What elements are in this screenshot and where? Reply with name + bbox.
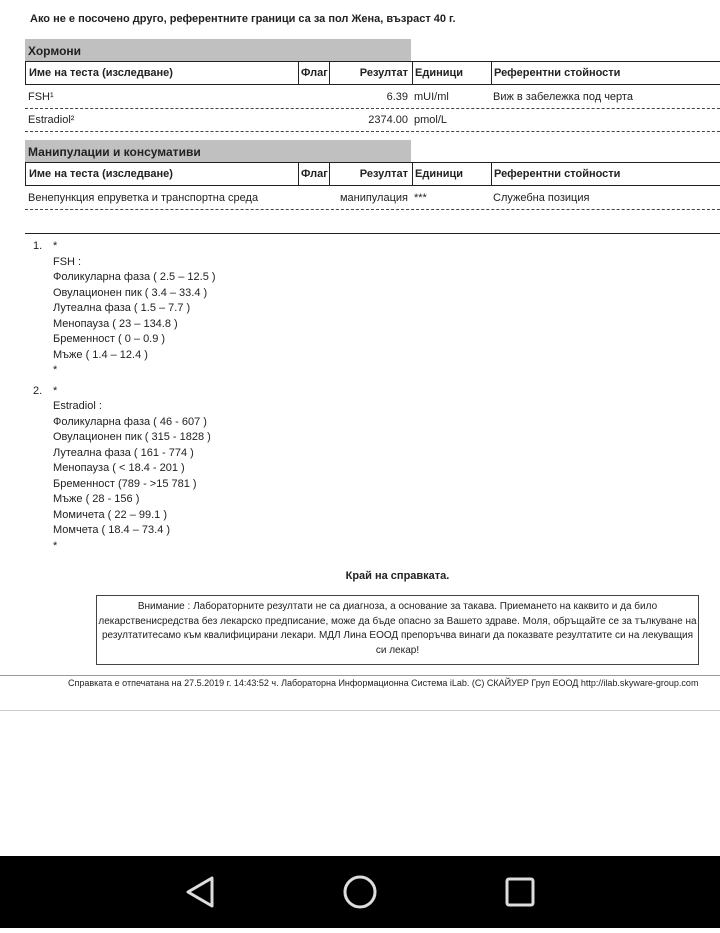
column-header-ref: Референтни стойности (494, 67, 621, 79)
cell-units: *** (414, 192, 427, 204)
end-of-report: Край на справката. (345, 570, 450, 582)
divider (0, 710, 720, 711)
android-nav-bar (0, 856, 720, 928)
footnote-line: Мъже ( 28 - 156 ) (53, 493, 140, 505)
cell-result: 2374.00 (368, 114, 408, 126)
column-header-flag: Флаг (301, 67, 328, 79)
footnote-line: Момчета ( 18.4 – 73.4 ) (53, 524, 171, 536)
cell-name: Венепункция епруветка и транспортна среда (28, 192, 259, 204)
footnote-line: Мъже ( 1.4 – 12.4 ) (53, 348, 148, 361)
divider (0, 675, 720, 676)
footnote-line: Лутеална фаза ( 161 - 774 ) (53, 446, 194, 459)
table-row (25, 109, 720, 132)
column-header-ref: Референтни стойности (494, 168, 621, 180)
cell-ref: Виж в забележка под черта (493, 91, 633, 103)
footnote-number: 2. (33, 384, 43, 397)
footnote-line: Фоликуларна фаза ( 46 - 607 ) (53, 415, 207, 428)
footnote-line: * (53, 364, 58, 376)
footnote-line: Бременност ( 0 – 0.9 ) (53, 333, 166, 345)
column-header-result: Резултат (359, 168, 408, 180)
footnote-line: * (53, 384, 58, 397)
table-row (25, 86, 720, 109)
intro-text: Ако не е посочено друго, референтните граници са за пол Жена, възраст 40 г. (30, 13, 456, 25)
section-title: Хормони (25, 39, 411, 61)
footnote-line: Момичета ( 22 – 99.1 ) (53, 508, 167, 521)
footnote-line: Овулационен пик ( 3.4 – 33.4 ) (53, 286, 208, 299)
table-header (25, 162, 720, 186)
footnote-line: FSH : (53, 255, 82, 268)
cell-units: mUI/ml (414, 91, 449, 103)
divider (25, 233, 720, 234)
column-header-result: Резултат (359, 67, 408, 79)
table-header (25, 61, 720, 85)
footnote (33, 239, 216, 379)
column-header-name: Име на теста (изследване) (29, 67, 173, 79)
home-icon[interactable] (345, 877, 375, 907)
footnote-number: 1. (33, 240, 43, 252)
cell-result: манипулация (339, 192, 408, 204)
recents-icon[interactable] (507, 879, 533, 905)
back-icon[interactable] (188, 878, 212, 906)
footnote-line: Фоликуларна фаза ( 2.5 – 12.5 ) (53, 271, 216, 283)
footnote-line: * (53, 240, 58, 252)
warning-box: Внимание : Лабораторните резултати не са диагноза, а основание за такава. Приемането на каквито и да било лекарственисредства без лекарско предписание, може да бъде опасно за Вашето здраве. Моля, обръщайте се за тълкуване на резултатитесамо към квалифицирани лекари. МДЛ Лина ЕООД препоръчва винаги да показвате резултатите си на лекуващия си лекар! (96, 595, 699, 665)
column-header-units: Единици (415, 67, 464, 79)
column-header-units: Единици (415, 168, 464, 180)
footnote-line: Estradiol : (53, 400, 102, 412)
table-row (25, 187, 720, 210)
footer-text: Справката е отпечатана на 27.5.2019 г. 14:43:52 ч. Лабораторна Информационна Система iLab. (C) СКАЙУЕР Груп ЕООД http://ilab.skyware-group.com (68, 678, 699, 688)
footnote-line: Менопауза ( < 18.4 - 201 ) (53, 462, 185, 474)
footnote-line: Лутеална фаза ( 1.5 – 7.7 ) (53, 302, 191, 314)
cell-ref: Служебна позиция (493, 192, 590, 204)
footnote-line: Менопауза ( 23 – 134.8 ) (53, 317, 178, 330)
cell-units: pmol/L (414, 114, 448, 126)
cell-result: 6.39 (386, 91, 408, 103)
column-header-flag: Флаг (301, 168, 328, 180)
section-title: Манипулации и консумативи (25, 140, 411, 162)
column-header-name: Име на теста (изследване) (29, 168, 173, 180)
footnote-line: * (53, 539, 58, 552)
footnote-line: Овулационен пик ( 315 - 1828 ) (53, 431, 211, 443)
cell-name: Estradiol² (28, 114, 75, 126)
cell-name: FSH¹ (28, 91, 54, 103)
footnote-line: Бременност (789 - >15 781 ) (53, 477, 197, 490)
footnote (33, 384, 211, 555)
